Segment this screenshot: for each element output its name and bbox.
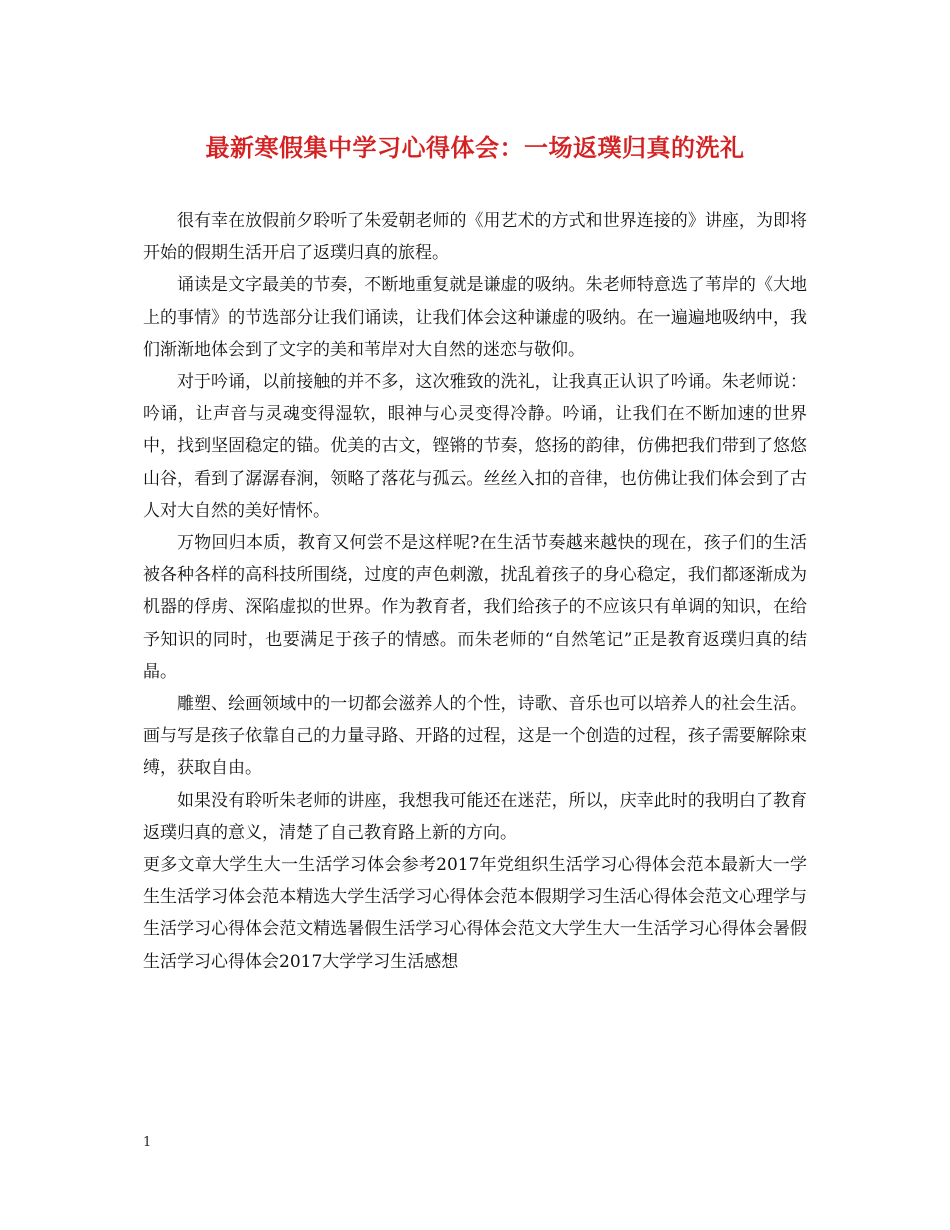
paragraph-3: 对于吟诵，以前接触的并不多，这次雅致的洗礼，让我真正认识了吟诵。朱老师说：吟诵，让声音与灵魂变得湿软，眼神与心灵变得冷静。吟诵，让我们在不断加速的世界中，找到坚固稳定的锚。优美的古文，铿锵的节奏，悠扬的韵律，仿佛把我们带到了悠悠山谷，看到了潺潺春涧，领略了落花与孤云。丝丝入扣的音律，也仿佛让我们体会到了古人对大自然的美好情怀。 [143, 372, 807, 521]
paragraph-1: 很有幸在放假前夕聆听了朱爱朝老师的《用艺术的方式和世界连接的》讲座，为即将开始的假期生活开启了返璞归真的旅程。 [143, 211, 807, 264]
paragraph-5: 雕塑、绘画领域中的一切都会滋养人的个性，诗歌、音乐也可以培养人的社会生活。画与写是孩子依靠自己的力量寻路、开路的过程，这是一个创造的过程，孩子需要解除束缚，获取自由。 [143, 694, 807, 779]
related-articles: 更多文章大学生大一生活学习体会参考2017年党组织生活学习心得体会范本最新大一学生生活学习体会范本精选大学生活学习心得体会范本假期学习生活心得体会范文心理学与生活学习心得体会范文精选暑假生活学习心得体会范文大学生大一生活学习心得体会暑假生活学习心得体会2017大学学习生活感想 [143, 855, 807, 972]
paragraph-2: 诵读是文字最美的节奏，不断地重复就是谦虚的吸纳。朱老师特意选了苇岸的《大地上的事情》的节选部分让我们诵读，让我们体会这种谦虚的吸纳。在一遍遍地吸纳中，我们渐渐地体会到了文字的美和苇岸对大自然的迷恋与敬仰。 [143, 275, 807, 360]
paragraph-6: 如果没有聆听朱老师的讲座，我想我可能还在迷茫，所以，庆幸此时的我明白了教育返璞归真的意义，清楚了自己教育路上新的方向。 [143, 790, 807, 843]
page-number: 1 [143, 1135, 152, 1150]
document-body [143, 205, 807, 978]
document-title: 最新寒假集中学习心得体会：一场返璞归真的洗礼 [205, 133, 745, 162]
paragraph-4: 万物回归本质，教育又何尝不是这样呢?在生活节奏越来越快的现在，孩子们的生活被各种各样的高科技所围绕，过度的声色刺激，扰乱着孩子的身心稳定，我们都逐渐成为机器的俘虏、深陷虚拟的世界。作为教育者，我们给孩子的不应该只有单调的知识，在给予知识的同时，也要满足于孩子的情感。而朱老师的“自然笔记”正是教育返璞归真的结晶。 [143, 533, 807, 682]
